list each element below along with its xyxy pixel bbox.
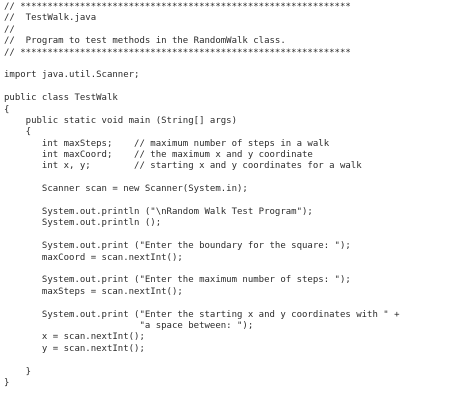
code-line xyxy=(4,173,472,184)
code-line xyxy=(4,82,472,93)
code-line xyxy=(4,264,472,275)
code-line: System.out.print ("Enter the boundary for the square: "); xyxy=(4,241,351,252)
code-line: x = scan.nextInt(); xyxy=(4,332,145,343)
code-line: public class TestWalk xyxy=(4,93,118,104)
code-line: System.out.println (); xyxy=(4,218,162,229)
code-listing xyxy=(4,2,472,389)
code-line: Scanner scan = new Scanner(System.in); xyxy=(4,184,248,195)
code-line: // xyxy=(4,24,15,35)
code-line: System.out.println ("\nRandom Walk Test Program"); xyxy=(4,207,313,218)
code-line xyxy=(4,196,472,207)
code-line: // Program to test methods in the RandomWalk class. xyxy=(4,36,286,47)
code-line: int maxSteps; // maximum number of steps in a walk xyxy=(4,138,330,149)
code-line: System.out.print ("Enter the maximum number of steps: "); xyxy=(4,275,351,286)
code-line xyxy=(4,59,472,70)
code-line: // ************************************************************* xyxy=(4,2,351,12)
code-line: // TestWalk.java xyxy=(4,13,97,24)
code-line: y = scan.nextInt(); xyxy=(4,343,145,354)
code-line: int x, y; // starting x and y coordinates for a walk xyxy=(4,161,362,172)
code-line: } xyxy=(4,377,10,388)
code-line: maxCoord = scan.nextInt(); xyxy=(4,252,183,263)
code-line xyxy=(4,355,472,366)
code-line xyxy=(4,230,472,241)
code-line: public static void main (String[] args) xyxy=(4,115,237,126)
code-line: } xyxy=(4,366,32,377)
code-line: "a space between: "); xyxy=(4,320,254,331)
code-line: System.out.print ("Enter the starting x and y coordinates with " + xyxy=(4,309,400,320)
code-line xyxy=(4,298,472,309)
code-line: { xyxy=(4,127,32,138)
code-line: import java.util.Scanner; xyxy=(4,70,140,81)
code-line: maxSteps = scan.nextInt(); xyxy=(4,286,183,297)
code-line: // ************************************************************* xyxy=(4,47,351,58)
code-line: int maxCoord; // the maximum x and y coordinate xyxy=(4,150,313,161)
code-line: { xyxy=(4,104,10,115)
